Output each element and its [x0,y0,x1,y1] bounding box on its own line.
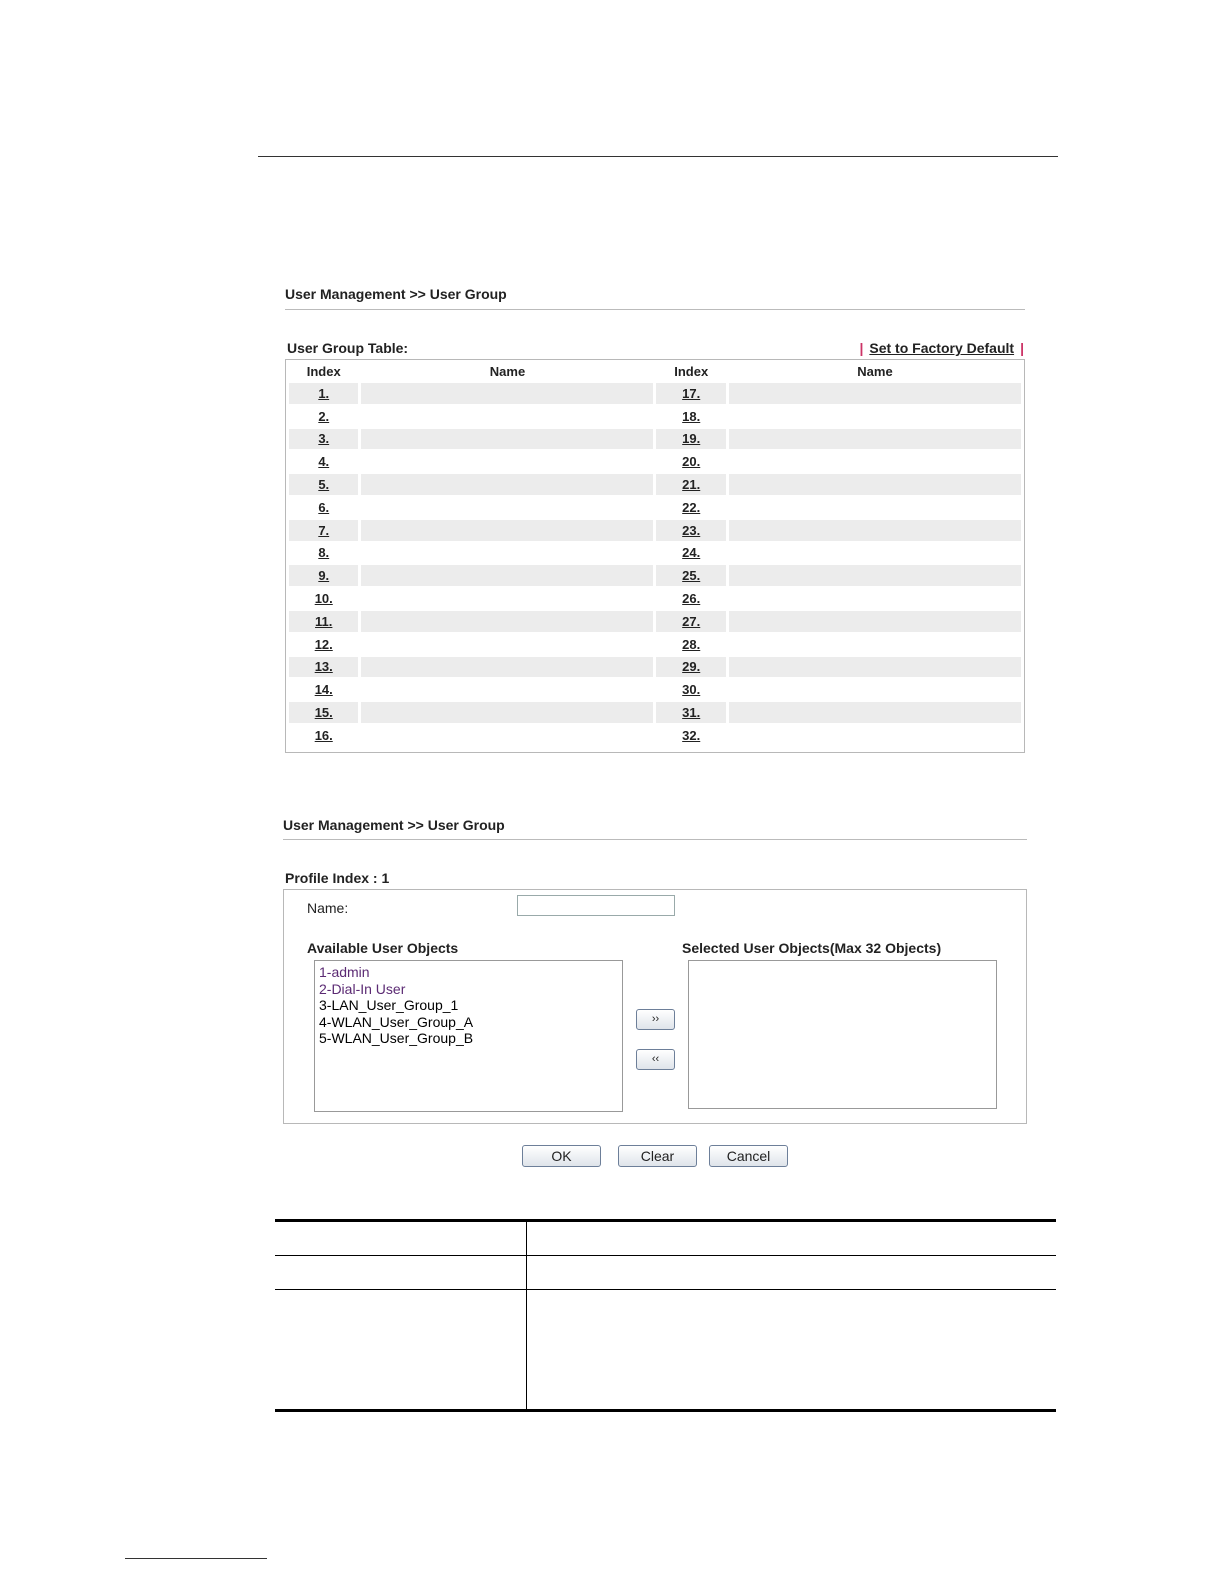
table-rule [275,1255,1056,1256]
group-index-cell [289,565,358,586]
table-row [289,429,1021,450]
group-index-cell [656,451,725,472]
page-header-rule [258,156,1058,157]
group-name-cell [361,565,653,586]
table-row [289,657,1021,678]
group-index-cell [289,657,358,678]
group-name-cell [361,383,653,404]
list-item[interactable]: 3-LAN_User_Group_1 [319,997,459,1013]
group-index-cell [289,543,358,564]
group-index-link[interactable]: 15. [314,705,333,721]
group-index-link[interactable]: 14. [314,682,333,698]
group-name-cell [361,588,653,609]
group-index-cell [656,520,725,541]
group-index-link[interactable]: 19. [682,431,701,447]
group-index-link[interactable]: 6. [318,499,330,515]
group-index-link[interactable]: 22. [682,499,701,515]
group-index-cell [656,383,725,404]
name-label: Name: [307,900,349,916]
table-row [289,679,1021,700]
group-index-link[interactable]: 8. [318,545,330,561]
cancel-button[interactable]: Cancel [709,1145,788,1167]
table-row [289,497,1021,518]
group-name-cell [361,474,653,495]
group-index-cell [289,497,358,518]
group-index-link[interactable]: 29. [682,659,701,675]
group-index-cell [289,702,358,723]
table-row [289,383,1021,404]
group-name-cell [729,679,1021,700]
group-index-link[interactable]: 26. [682,591,701,607]
group-index-link[interactable]: 27. [682,613,701,629]
group-name-cell [361,543,653,564]
group-name-cell [729,429,1021,450]
group-index-cell [656,725,725,746]
group-index-link[interactable]: 21. [682,477,701,493]
table-row [289,565,1021,586]
table-rule [275,1219,1056,1222]
group-name-cell [729,406,1021,427]
group-index-cell [289,429,358,450]
group-index-link[interactable]: 5. [318,477,330,493]
group-index-cell [656,497,725,518]
group-name-cell [361,406,653,427]
name-input[interactable] [517,895,675,916]
group-name-cell [361,520,653,541]
group-name-cell [361,611,653,632]
table-rule [275,1289,1056,1290]
description-table [275,1219,1056,1412]
group-index-cell [289,406,358,427]
table-row [289,474,1021,495]
group-name-cell [729,497,1021,518]
breadcrumb-rule [285,309,1025,310]
group-name-cell [729,588,1021,609]
table-row [289,406,1021,427]
available-objects-label: Available User Objects [307,940,459,956]
group-name-cell [361,725,653,746]
group-index-link[interactable]: 24. [682,545,701,561]
group-name-cell [729,725,1021,746]
group-index-cell [289,520,358,541]
group-index-link[interactable]: 20. [682,454,701,470]
group-index-link[interactable]: 30. [682,682,701,698]
group-index-link[interactable]: 25. [682,568,701,584]
group-name-cell [361,702,653,723]
group-index-cell [656,588,725,609]
group-index-cell [289,451,358,472]
group-index-cell [656,474,725,495]
group-index-cell [656,611,725,632]
group-name-cell [729,565,1021,586]
group-name-cell [729,702,1021,723]
breadcrumb: User Management >> User Group [285,286,507,302]
table-title: User Group Table: [287,340,409,356]
group-name-cell [729,451,1021,472]
group-index-cell [656,702,725,723]
group-index-link[interactable]: 9. [318,568,330,584]
group-index-cell [289,588,358,609]
group-index-link[interactable]: 31. [682,705,701,721]
group-index-cell [289,611,358,632]
group-index-cell [656,406,725,427]
table-column-divider [526,1219,527,1412]
group-index-cell [289,383,358,404]
breadcrumb-rule [283,839,1027,840]
selected-objects-label: Selected User Objects(Max 32 Objects) [682,940,942,956]
group-index-cell [656,565,725,586]
ok-button[interactable]: OK [522,1145,601,1167]
group-name-cell [729,474,1021,495]
group-index-cell [656,657,725,678]
group-name-cell [729,543,1021,564]
group-index-cell [289,634,358,655]
breadcrumb: User Management >> User Group [283,817,505,833]
selected-objects-list[interactable] [688,960,997,1109]
group-index-link[interactable]: 3. [318,431,330,447]
table-row [289,451,1021,472]
list-item[interactable]: 4-WLAN_User_Group_A [319,1013,474,1030]
group-index-link[interactable]: 18. [682,408,701,424]
list-item[interactable]: 1-admin [319,964,370,980]
group-index-cell [656,679,725,700]
table-row [289,634,1021,655]
group-name-cell [729,383,1021,404]
factory-default-area [859,340,1024,356]
table-row [289,725,1021,746]
pipe-separator: | [859,340,864,356]
group-name-cell [361,451,653,472]
group-index-link[interactable]: 2. [318,408,330,424]
group-index-cell [656,634,725,655]
group-index-cell [289,725,358,746]
table-row [289,611,1021,632]
col-header-index: Index [306,364,341,379]
group-name-cell [361,657,653,678]
table-row [289,520,1021,541]
group-index-cell [289,679,358,700]
available-objects-list[interactable] [314,960,623,1112]
group-name-cell [729,520,1021,541]
col-header-name: Name [489,364,526,379]
col-header-index: Index [674,364,709,379]
group-index-cell [656,429,725,450]
group-index-cell [656,543,725,564]
group-index-link[interactable]: 13. [314,659,333,675]
group-name-cell [729,611,1021,632]
group-index-link[interactable]: 11. [315,613,333,629]
group-index-link[interactable]: 7. [318,522,330,538]
group-index-cell [289,474,358,495]
list-item[interactable]: 5-WLAN_User_Group_B [319,1030,474,1046]
user-group-table [285,359,1025,753]
group-name-cell [361,429,653,450]
col-header-name: Name [857,364,893,379]
remove-from-selected-button[interactable]: ‹‹ [636,1049,675,1070]
list-item[interactable]: 2-Dial-In User [319,980,406,997]
group-index-link[interactable]: 17. [682,385,701,401]
clear-button[interactable]: Clear [618,1145,697,1167]
profile-index-title: Profile Index : 1 [285,870,390,886]
group-name-cell [361,634,653,655]
table-row [289,588,1021,609]
group-index-link[interactable]: 32. [682,727,701,743]
table-row [289,702,1021,723]
group-name-cell [729,634,1021,655]
add-to-selected-button[interactable]: ›› [636,1009,675,1030]
group-name-cell [361,679,653,700]
group-index-link[interactable]: 23. [682,522,701,538]
group-index-link[interactable]: 1. [318,385,330,401]
pipe-separator: | [1020,340,1024,356]
group-index-link[interactable]: 10. [314,591,333,607]
group-name-cell [729,657,1021,678]
set-factory-default-link[interactable]: Set to Factory Default [869,340,1015,356]
group-index-link[interactable]: 12. [314,636,333,652]
table-row [289,543,1021,564]
footnote-rule [125,1558,267,1559]
table-rule [275,1409,1056,1412]
group-index-link[interactable]: 16. [314,727,333,743]
group-index-link[interactable]: 4. [318,454,330,470]
group-index-link[interactable]: 28. [682,636,701,652]
group-name-cell [361,497,653,518]
